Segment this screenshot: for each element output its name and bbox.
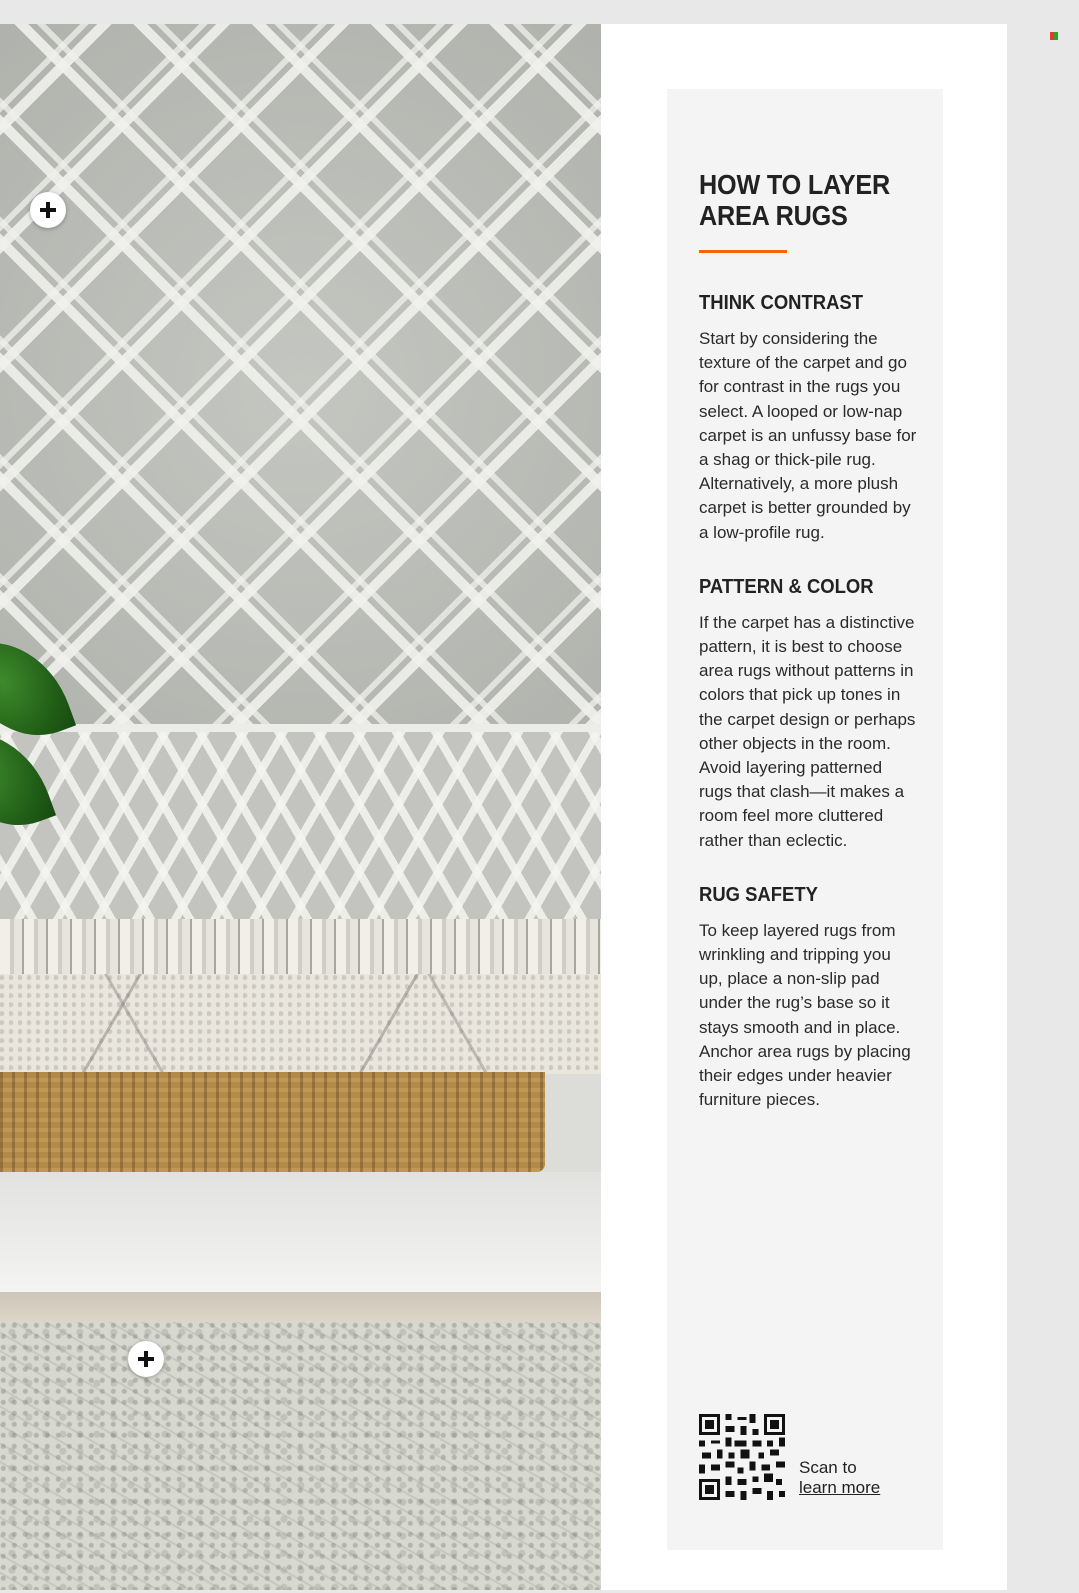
section-heading: THINK CONTRAST	[699, 291, 863, 314]
qr-block	[699, 1414, 880, 1500]
tips-sidebar	[667, 89, 943, 1550]
section-heading: PATTERN & COLOR	[699, 574, 874, 598]
page	[0, 24, 1007, 1590]
section-pattern-color	[699, 575, 919, 853]
product-hotspot-button[interactable]	[128, 1341, 164, 1377]
floor-rug	[0, 1322, 601, 1590]
scan-cta	[799, 1458, 880, 1500]
learn-more-link[interactable]: learn more	[799, 1478, 881, 1497]
rug-chevron-border	[0, 724, 601, 932]
tips-content	[699, 169, 919, 1142]
section-heading: RUG SAFETY	[699, 882, 818, 906]
article-title	[699, 169, 897, 231]
shag-rug	[0, 974, 601, 1074]
section-rug-safety	[699, 883, 919, 1113]
title-line-1: HOW TO LAYER	[699, 169, 891, 200]
rug-photo	[0, 24, 601, 1590]
plus-icon	[39, 201, 57, 219]
wall	[0, 1172, 601, 1292]
corner-mark	[1050, 32, 1058, 40]
scan-label: Scan to	[799, 1458, 857, 1477]
rug-fringe	[0, 919, 601, 979]
section-body: Start by considering the texture of the carpet and go for contrast in the rugs you select. A looped or low-nap carpet is an unfussy base for a shag or thick-pile rug. Alternatively, a more plush carpet is better grounded by a low-profile rug.	[699, 329, 917, 542]
qr-code-icon[interactable]	[699, 1414, 785, 1500]
section-body: To keep layered rugs from wrinkling and tripping you up, place a non-slip pad under the rug’s base so it stays smooth and in place. Anchor area rugs by placing their edges under heavier furniture pieces.	[699, 920, 911, 1110]
section-body: If the carpet has a distinctive pattern, it is best to choose area rugs without patterns in colors that pick up tones in the carpet design or perhaps other objects in the room. Avoid layering patterned rugs that clash—it makes a room feel more cluttered rather than eclectic.	[699, 612, 916, 850]
accent-rule	[699, 250, 787, 253]
title-line-2: AREA RUGS	[699, 200, 848, 231]
section-think-contrast	[699, 291, 919, 545]
jute-rug	[0, 1072, 545, 1172]
plus-icon	[137, 1350, 155, 1368]
product-hotspot-button[interactable]	[30, 192, 66, 228]
floor	[0, 1292, 601, 1322]
